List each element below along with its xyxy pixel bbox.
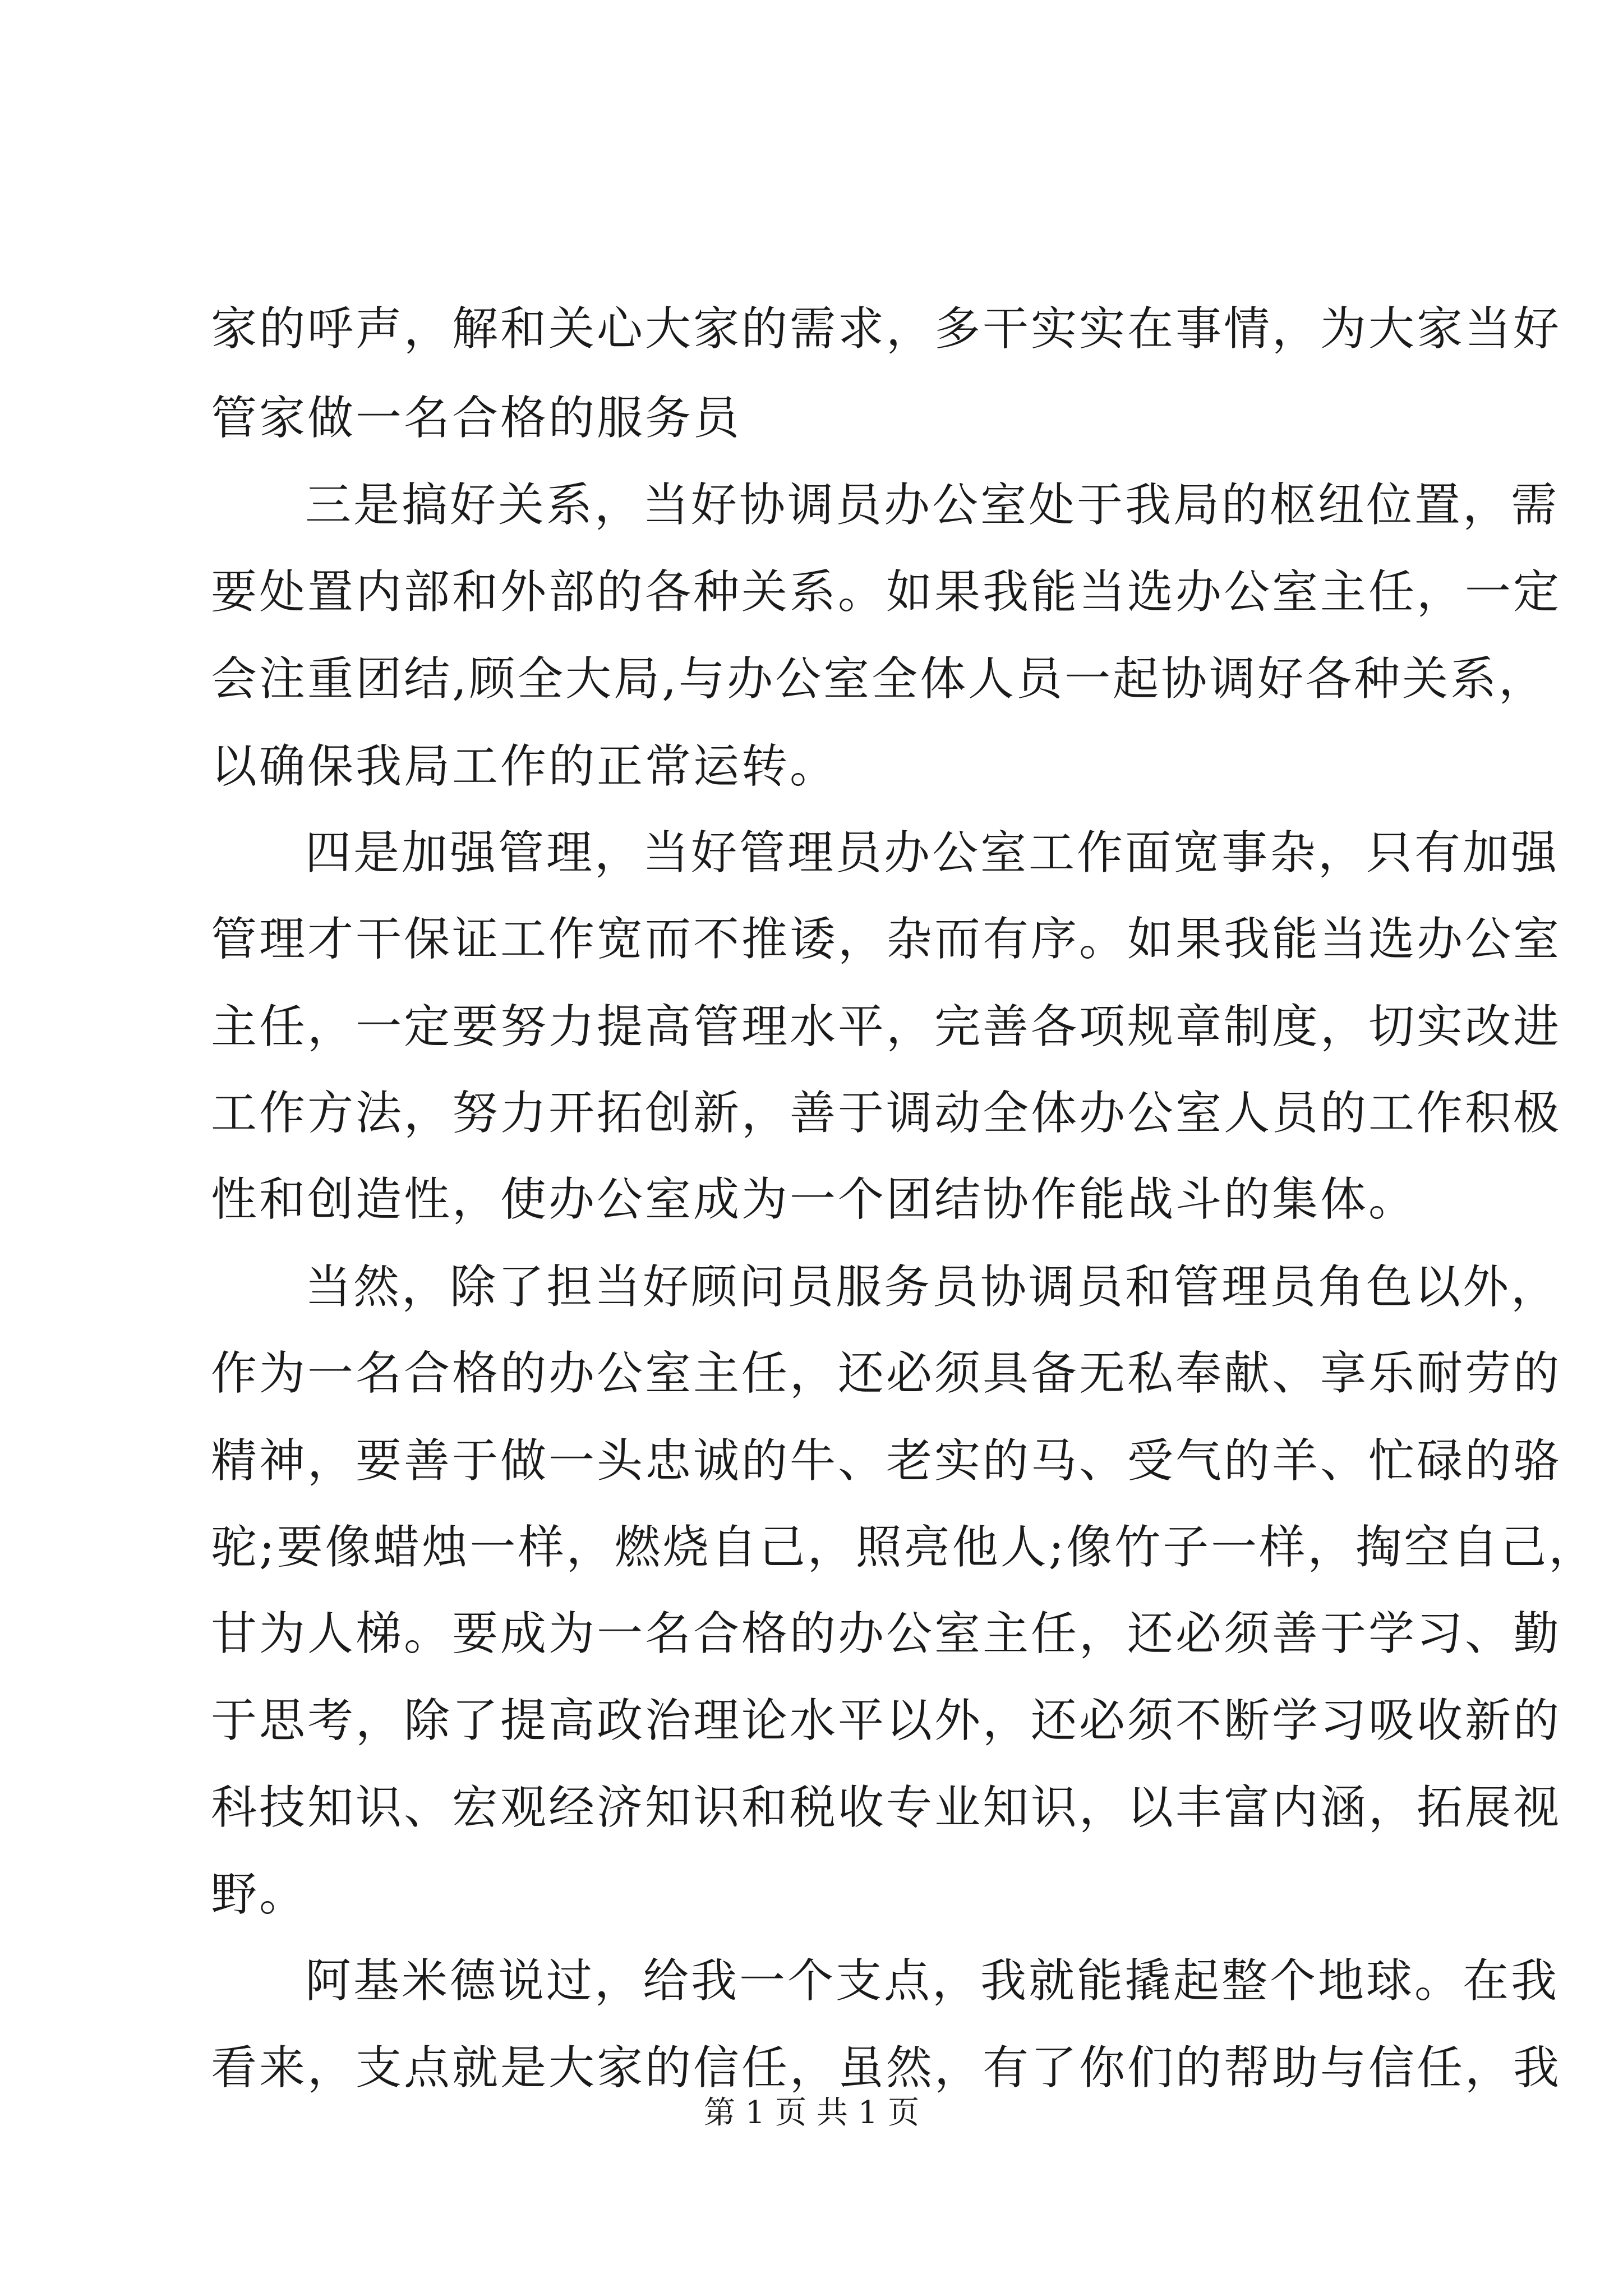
text-line: 看来，支点就是大家的信任，虽然，有了你们的帮助与信任，我 (211, 2041, 1562, 2095)
text-line: 甘为人梯。要成为一名合格的办公室主任，还必须善于学习、勤 (211, 1607, 1562, 1660)
text-line: 家的呼声，解和关心大家的需求，多干实实在事情，为大家当好 (211, 302, 1562, 356)
text-line: 工作方法，努力开拓创新，善于调动全体办公室人员的工作积极 (211, 1087, 1562, 1140)
paragraph-start-line: 阿基米德说过，给我一个支点，我就能撬起整个地球。在我 (305, 1954, 1560, 2008)
text-line: 以确保我局工作的正常运转。 (211, 740, 838, 793)
text-line: 要处置内部和外部的各种关系。如果我能当选办公室主任，一定 (211, 565, 1562, 619)
text-line: 科技知识、宏观经济知识和税收专业知识，以丰富内涵，拓展视 (211, 1781, 1562, 1834)
text-line: 精神，要善于做一头忠诚的牛、老实的马、受气的羊、忙碌的骆 (211, 1434, 1562, 1488)
text-line: 驼;要像蜡烛一样，燃烧自己，照亮他人;像竹子一样，掏空自己， (211, 1521, 1597, 1574)
page-number-footer: 第 1 页 共 1 页 (703, 2095, 920, 2131)
text-line: 会注重团结,顾全大局,与办公室全体人员一起协调好各种关系， (211, 652, 1547, 706)
text-line: 野。 (211, 1868, 308, 1921)
text-line: 性和创造性，使办公室成为一个团结协作能战斗的集体。 (211, 1173, 1417, 1226)
text-line: 管家做一名合格的服务员 (211, 392, 742, 445)
text-line: 主任，一定要努力提高管理水平，完善各项规章制度，切实改进 (211, 1000, 1562, 1053)
text-line: 作为一名合格的办公室主任，还必须具备无私奉献、享乐耐劳的 (211, 1347, 1562, 1400)
paragraph-start-line: 四是加强管理，当好管理员办公室工作面宽事杂，只有加强 (305, 826, 1560, 880)
text-line: 管理才干保证工作宽而不推诿，杂而有序。如果我能当选办公室 (211, 913, 1562, 966)
paragraph-start-line: 三是搞好关系，当好协调员办公室处于我局的枢纽位置，需 (305, 478, 1560, 532)
text-line: 于思考，除了提高政治理论水平以外，还必须不断学习吸收新的 (211, 1694, 1562, 1747)
paragraph-start-line: 当然，除了担当好顾问员服务员协调员和管理员角色以外， (305, 1260, 1560, 1314)
